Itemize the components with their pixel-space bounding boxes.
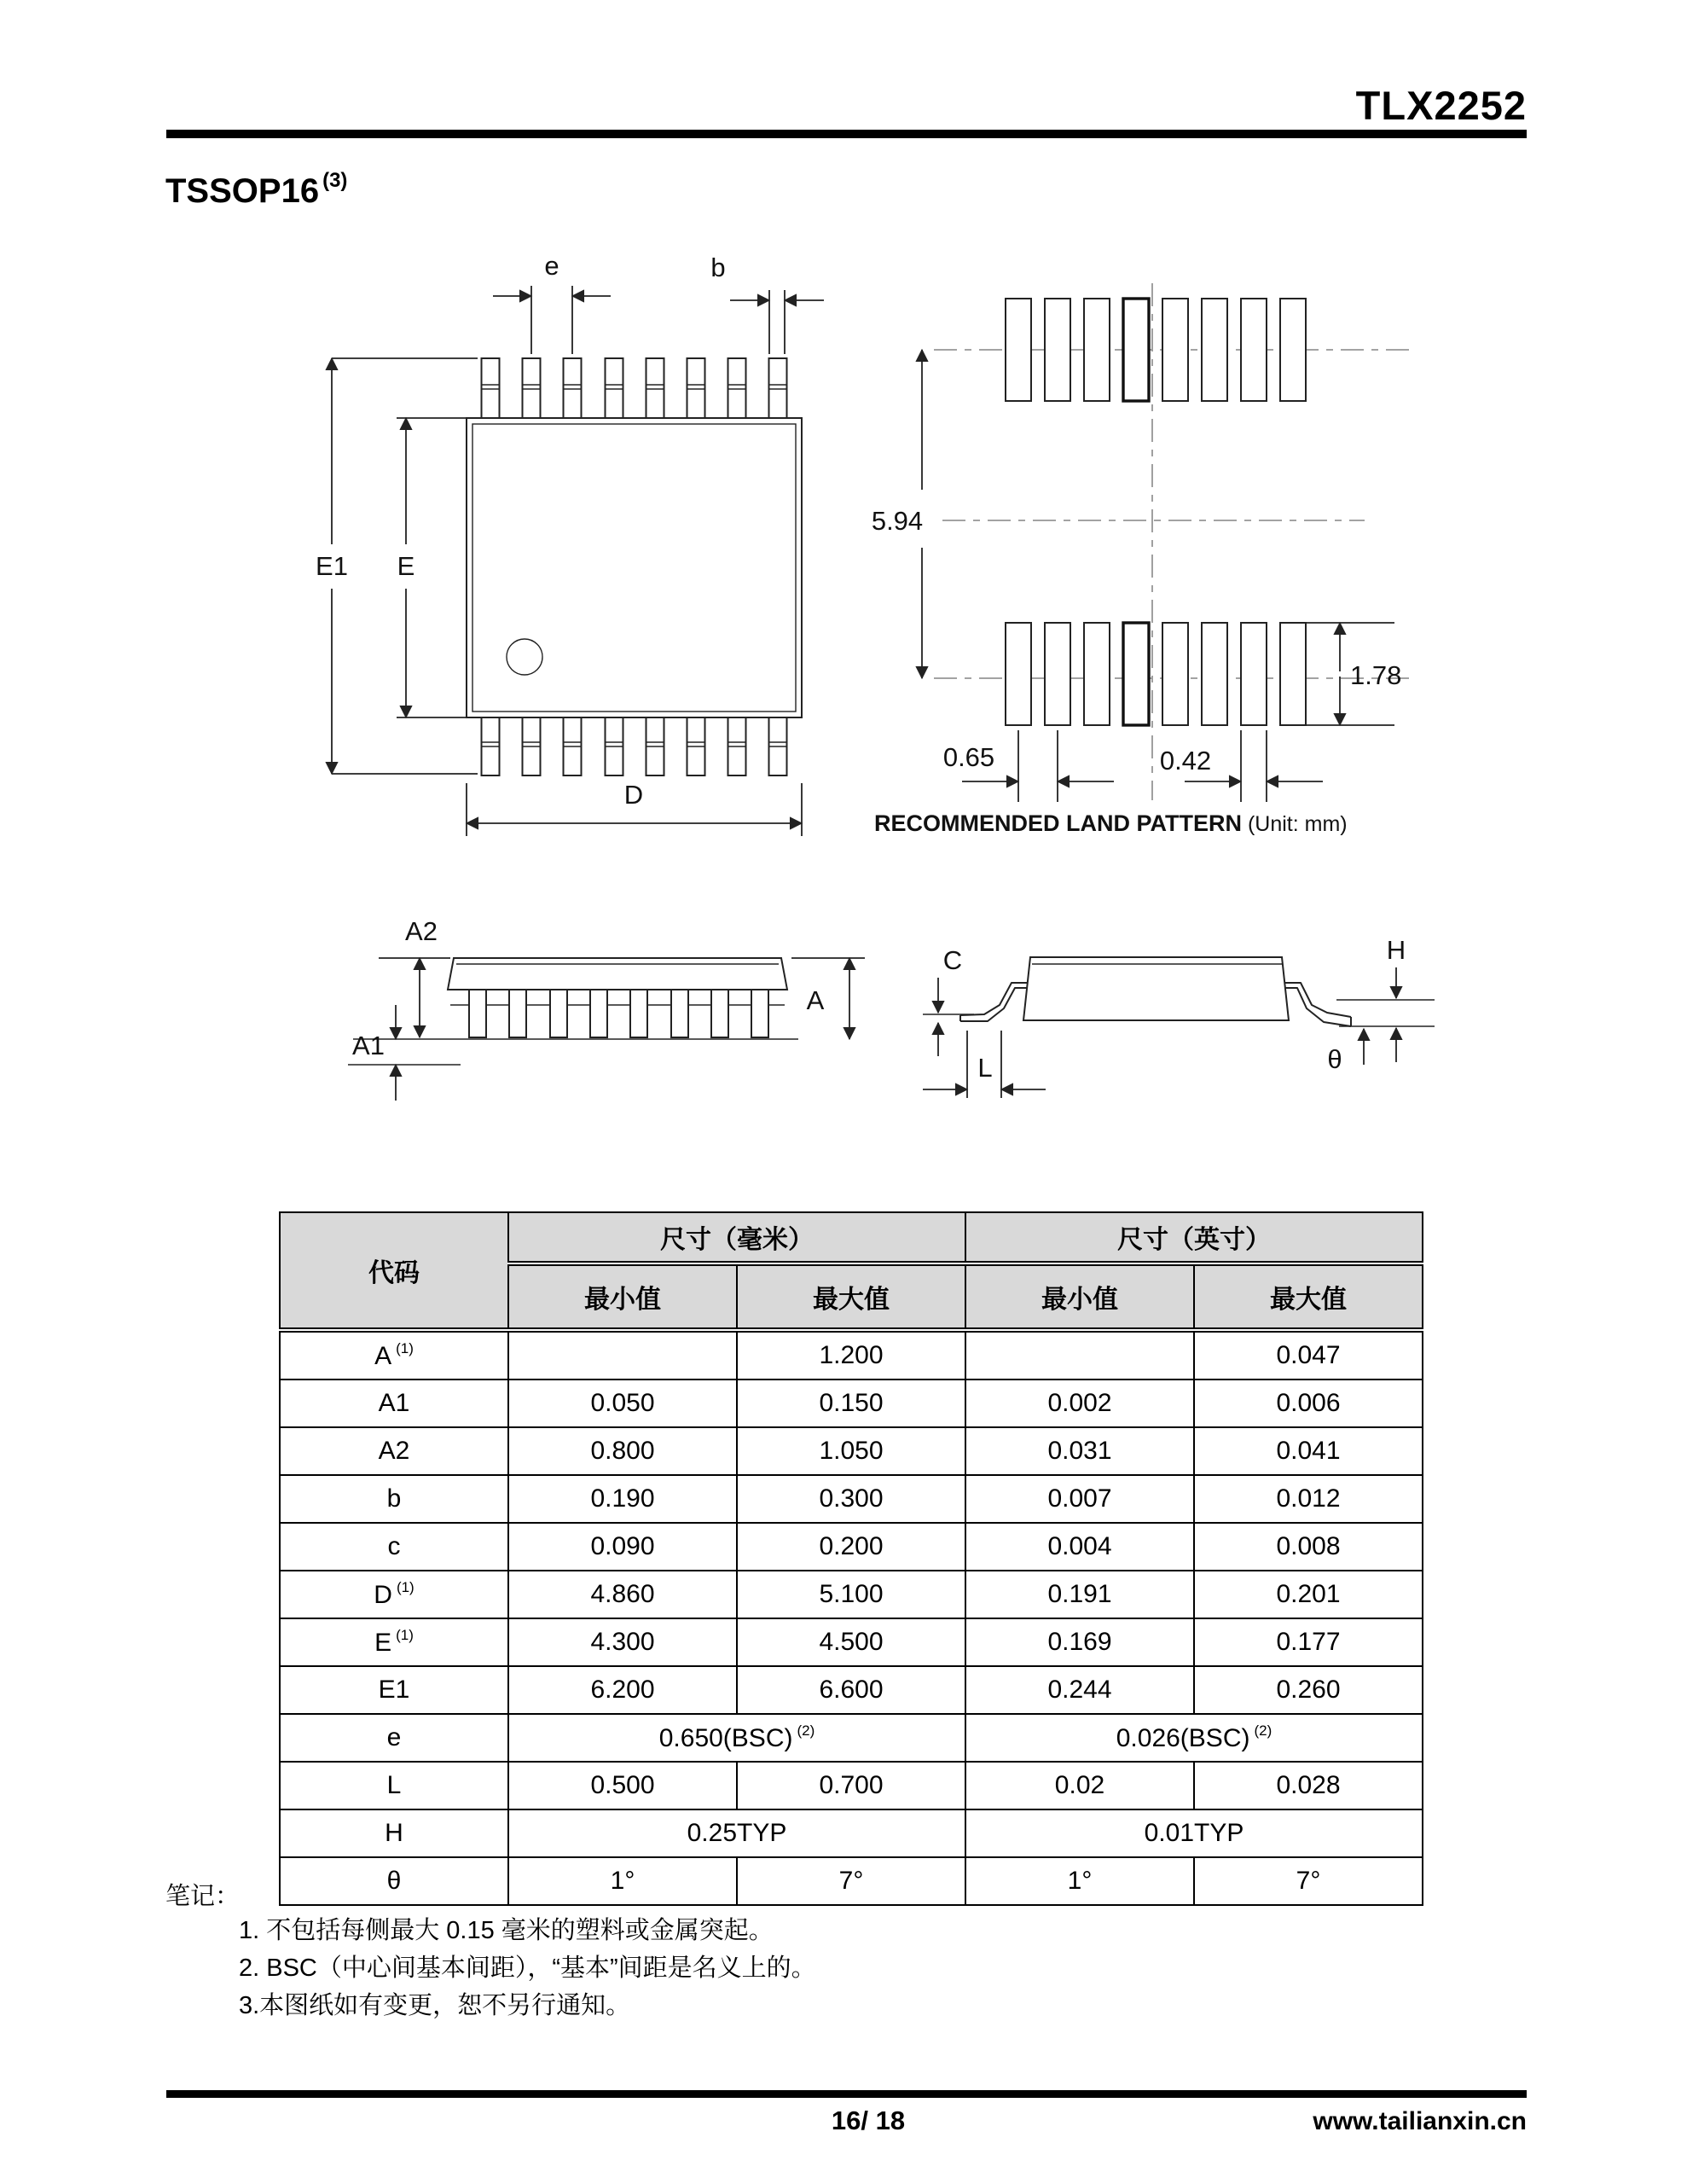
dim-label-H: H bbox=[1386, 935, 1406, 965]
code-sup: (1) bbox=[396, 1340, 414, 1356]
table-row bbox=[280, 1809, 1423, 1857]
cell: 0.700 bbox=[737, 1762, 965, 1809]
cell: 0.150 bbox=[737, 1380, 965, 1427]
table-row bbox=[280, 1618, 1423, 1666]
caption-unit: (Unit: mm) bbox=[1242, 812, 1348, 836]
cell: 0.050 bbox=[508, 1380, 737, 1427]
code-cell: A1 bbox=[280, 1380, 508, 1427]
cell: 0.012 bbox=[1194, 1475, 1423, 1523]
dim-label-A1: A1 bbox=[352, 1031, 385, 1060]
footer-rule bbox=[166, 2090, 1527, 2098]
dim-label-178: 1.78 bbox=[1350, 660, 1402, 690]
cell: 0.300 bbox=[737, 1475, 965, 1523]
cell bbox=[508, 1330, 737, 1380]
cell bbox=[965, 1330, 1194, 1380]
col-group-mm: 尺寸（毫米） bbox=[508, 1212, 965, 1263]
merged-cell bbox=[508, 1714, 965, 1762]
cell: 0.031 bbox=[965, 1427, 1194, 1475]
note-item-2: 2. BSC（中心间基本间距），“基本”间距是名义上的。 bbox=[239, 1955, 816, 1982]
cell: 0.004 bbox=[965, 1523, 1194, 1571]
merged-cell: 0.25TYP bbox=[508, 1809, 965, 1857]
dim-label-A2: A2 bbox=[405, 916, 438, 946]
dim-label-D: D bbox=[623, 780, 644, 810]
dim-label-e: e bbox=[544, 251, 559, 281]
code-cell bbox=[280, 1618, 508, 1666]
col-header-mm-min: 最小值 bbox=[508, 1263, 737, 1330]
cell: 0.007 bbox=[965, 1475, 1194, 1523]
cell: 4.860 bbox=[508, 1571, 737, 1618]
code-cell: L bbox=[280, 1762, 508, 1809]
cell: 5.100 bbox=[737, 1571, 965, 1618]
code-sup: (1) bbox=[396, 1579, 415, 1595]
package-side-body bbox=[448, 958, 787, 990]
cell: 0.041 bbox=[1194, 1427, 1423, 1475]
cell: 0.02 bbox=[965, 1762, 1194, 1809]
merged-cell bbox=[965, 1714, 1423, 1762]
code-cell: θ bbox=[280, 1857, 508, 1905]
dimensions-table bbox=[279, 1211, 1423, 1906]
cell: 0.047 bbox=[1194, 1330, 1423, 1380]
header-rule bbox=[166, 130, 1527, 138]
website-url: www.tailianxin.cn bbox=[1313, 2107, 1527, 2135]
cell: 1.200 bbox=[737, 1330, 965, 1380]
cell: 0.090 bbox=[508, 1523, 737, 1571]
cell: 0.028 bbox=[1194, 1762, 1423, 1809]
table-row bbox=[280, 1330, 1423, 1380]
note-item-3: 3.本图纸如有变更，恕不另行通知。 bbox=[239, 1992, 631, 2019]
table-row bbox=[280, 1666, 1423, 1714]
table-row bbox=[280, 1857, 1423, 1905]
dim-label-E1: E1 bbox=[316, 551, 348, 581]
cell: 4.500 bbox=[737, 1618, 965, 1666]
note-item-1: 1. 不包括每侧最大 0.15 毫米的塑料或金属突起。 bbox=[239, 1917, 774, 1944]
package-note-sup: (3) bbox=[322, 169, 348, 192]
value-label: 0.650(BSC) bbox=[658, 1724, 793, 1752]
land-pattern-drawing bbox=[853, 247, 1450, 845]
cell: 0.006 bbox=[1194, 1380, 1423, 1427]
code-label: E bbox=[374, 1629, 392, 1657]
col-header-code: 代码 bbox=[280, 1212, 508, 1330]
cell: 0.260 bbox=[1194, 1666, 1423, 1714]
dim-label-A: A bbox=[806, 985, 825, 1015]
cell: 1.050 bbox=[737, 1427, 965, 1475]
cell: 0.008 bbox=[1194, 1523, 1423, 1571]
dim-label-C: C bbox=[942, 945, 963, 975]
page-number: 16/ 18 bbox=[831, 2106, 906, 2135]
package-profile-body bbox=[1023, 957, 1289, 1020]
table-row bbox=[280, 1523, 1423, 1571]
dim-label-theta: θ bbox=[1327, 1044, 1342, 1074]
dim-label-042: 0.42 bbox=[1159, 746, 1212, 775]
cell: 6.200 bbox=[508, 1666, 737, 1714]
dim-label-L: L bbox=[977, 1053, 993, 1083]
col-group-inch: 尺寸（英寸） bbox=[965, 1212, 1423, 1263]
cell: 7° bbox=[1194, 1857, 1423, 1905]
col-header-mm-max: 最大值 bbox=[737, 1263, 965, 1330]
cell: 0.177 bbox=[1194, 1618, 1423, 1666]
code-cell bbox=[280, 1571, 508, 1618]
cell: 0.800 bbox=[508, 1427, 737, 1475]
code-cell: e bbox=[280, 1714, 508, 1762]
cell: 0.190 bbox=[508, 1475, 737, 1523]
table-row bbox=[280, 1427, 1423, 1475]
cell: 1° bbox=[508, 1857, 737, 1905]
table-row bbox=[280, 1380, 1423, 1427]
package-top-view-drawing bbox=[281, 239, 844, 853]
notes-heading: 笔记： bbox=[165, 1883, 241, 1910]
caption-bold: RECOMMENDED LAND PATTERN bbox=[874, 810, 1242, 836]
value-label: 0.026(BSC) bbox=[1116, 1724, 1250, 1752]
value-sup: (2) bbox=[797, 1722, 815, 1739]
col-header-in-max: 最大值 bbox=[1194, 1263, 1423, 1330]
table-row bbox=[280, 1571, 1423, 1618]
code-label: A bbox=[374, 1342, 392, 1370]
cell: 6.600 bbox=[737, 1666, 965, 1714]
value-sup: (2) bbox=[1254, 1722, 1272, 1739]
code-cell: E1 bbox=[280, 1666, 508, 1714]
code-label: D bbox=[374, 1581, 392, 1609]
code-cell: c bbox=[280, 1523, 508, 1571]
code-cell: H bbox=[280, 1809, 508, 1857]
table-row bbox=[280, 1762, 1423, 1809]
col-header-in-min: 最小值 bbox=[965, 1263, 1194, 1330]
code-cell bbox=[280, 1330, 508, 1380]
cell: 4.300 bbox=[508, 1618, 737, 1666]
cell: 0.002 bbox=[965, 1380, 1194, 1427]
cell: 0.169 bbox=[965, 1618, 1194, 1666]
cell: 0.244 bbox=[965, 1666, 1194, 1714]
cell: 0.500 bbox=[508, 1762, 737, 1809]
table-row bbox=[280, 1475, 1423, 1523]
package-lead-view-drawing bbox=[913, 887, 1458, 1109]
table-row bbox=[280, 1714, 1423, 1762]
dim-label-b: b bbox=[710, 253, 726, 282]
package-front-view-drawing bbox=[324, 887, 887, 1109]
code-sup: (1) bbox=[396, 1627, 414, 1643]
cell: 0.200 bbox=[737, 1523, 965, 1571]
dim-label-594: 5.94 bbox=[871, 506, 924, 536]
land-pattern-caption bbox=[874, 810, 1348, 836]
doc-title: TLX2252 bbox=[1355, 83, 1527, 128]
section-title bbox=[165, 169, 347, 211]
dim-label-E: E bbox=[397, 551, 415, 581]
package-name: TSSOP16 bbox=[165, 172, 320, 210]
cell: 0.201 bbox=[1194, 1571, 1423, 1618]
code-cell: A2 bbox=[280, 1427, 508, 1475]
dim-label-065: 0.65 bbox=[942, 742, 995, 772]
cell: 0.191 bbox=[965, 1571, 1194, 1618]
cell: 1° bbox=[965, 1857, 1194, 1905]
cell: 7° bbox=[737, 1857, 965, 1905]
merged-cell: 0.01TYP bbox=[965, 1809, 1423, 1857]
code-cell: b bbox=[280, 1475, 508, 1523]
